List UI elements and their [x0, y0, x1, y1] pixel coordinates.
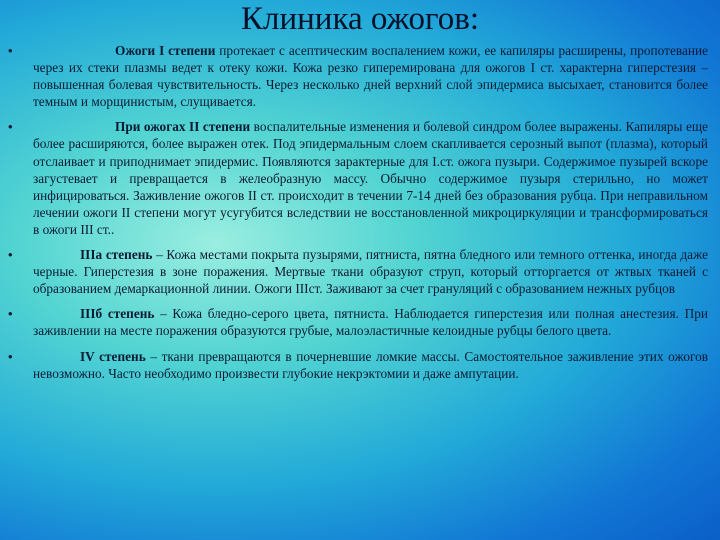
- item-lead: IV степень: [80, 348, 146, 364]
- item-text: – Кожа местами покрыта пузырями, пятниста, пятна бледного или темного оттенка, иногда даже черные. Гиперстезия в зоне поражения. Мертвые ткани образуют струп, который отторгается от жтвых тканей с образованием демаркационной линии. Ожоги IIIст. Заживают за счет грануляций с образованием нежных рубцов: [33, 247, 708, 297]
- list-item-degree-2: [8, 118, 708, 238]
- list-item-degree-3b: [8, 305, 708, 339]
- item-lead: IIIа степень: [80, 247, 153, 263]
- item-text: протекает с асептическим воспалением кожи, ее капиляры расширены, пропотевание через их стеки плазмы ведет к отеку кожи. Кожа резко гиперемирована для ожогов I ст. характерна гиперстезия – повышенная болевая чувствительность. Через несколько дней верхний слой эпидермиса высыхает, становится более темным и морщинистым, слущивается.: [33, 43, 708, 110]
- bullet-icon: •: [8, 348, 13, 364]
- item-text: – ткани превращаются в почерневшие ломкие массы. Самостоятельное заживление этих ожогов невозможно. Часто необходимо произвести глубокие некрэктомии и даже ампутации.: [33, 348, 709, 381]
- bullet-icon: •: [8, 43, 13, 58]
- bullet-list: [8, 42, 708, 390]
- list-item-degree-4: [8, 348, 708, 382]
- bullet-icon: •: [8, 247, 13, 263]
- item-lead: При ожогах II степени: [115, 119, 251, 135]
- slide-title: Клиника ожогов:: [240, 1, 479, 37]
- bullet-icon: •: [8, 119, 13, 135]
- item-text: воспалительные изменения и болевой синдром более выражены. Капиляры еще более расширяются, более выражен отек. Под эпидермальным слоем скапливается серозный выпот (плазма), который отслаивает и приподнимает эпидермис. Появляются зарактерные для I.ст. ожога пузыри. Содержимое пузырей вскоре загустевает и превращается в желеобразную массу. Обычно содержимое пузыря стерильно, но может инфицироваться. Заживление ожогов II ст. происходит в течении 7-14 дней без образования рубца. При неправильном лечении ожоги II степени могут усугубится вследствии не восстановленной микроциркуляции и трансформироваться в ожоги III ст..: [33, 119, 708, 237]
- bullet-icon: •: [8, 306, 13, 322]
- item-lead: IIIб степень: [80, 306, 155, 322]
- item-text: – Кожа бледно-серого цвета, пятниста. Наблюдается гиперстезия или полная анестезия. При заживлении на месте поражения образуются грубые, малоэластичные келоидные рубцы белого цвета.: [33, 306, 708, 339]
- list-item-degree-1: [8, 42, 708, 110]
- item-lead: Ожоги I степени: [115, 43, 216, 58]
- list-item-degree-3a: [8, 246, 708, 297]
